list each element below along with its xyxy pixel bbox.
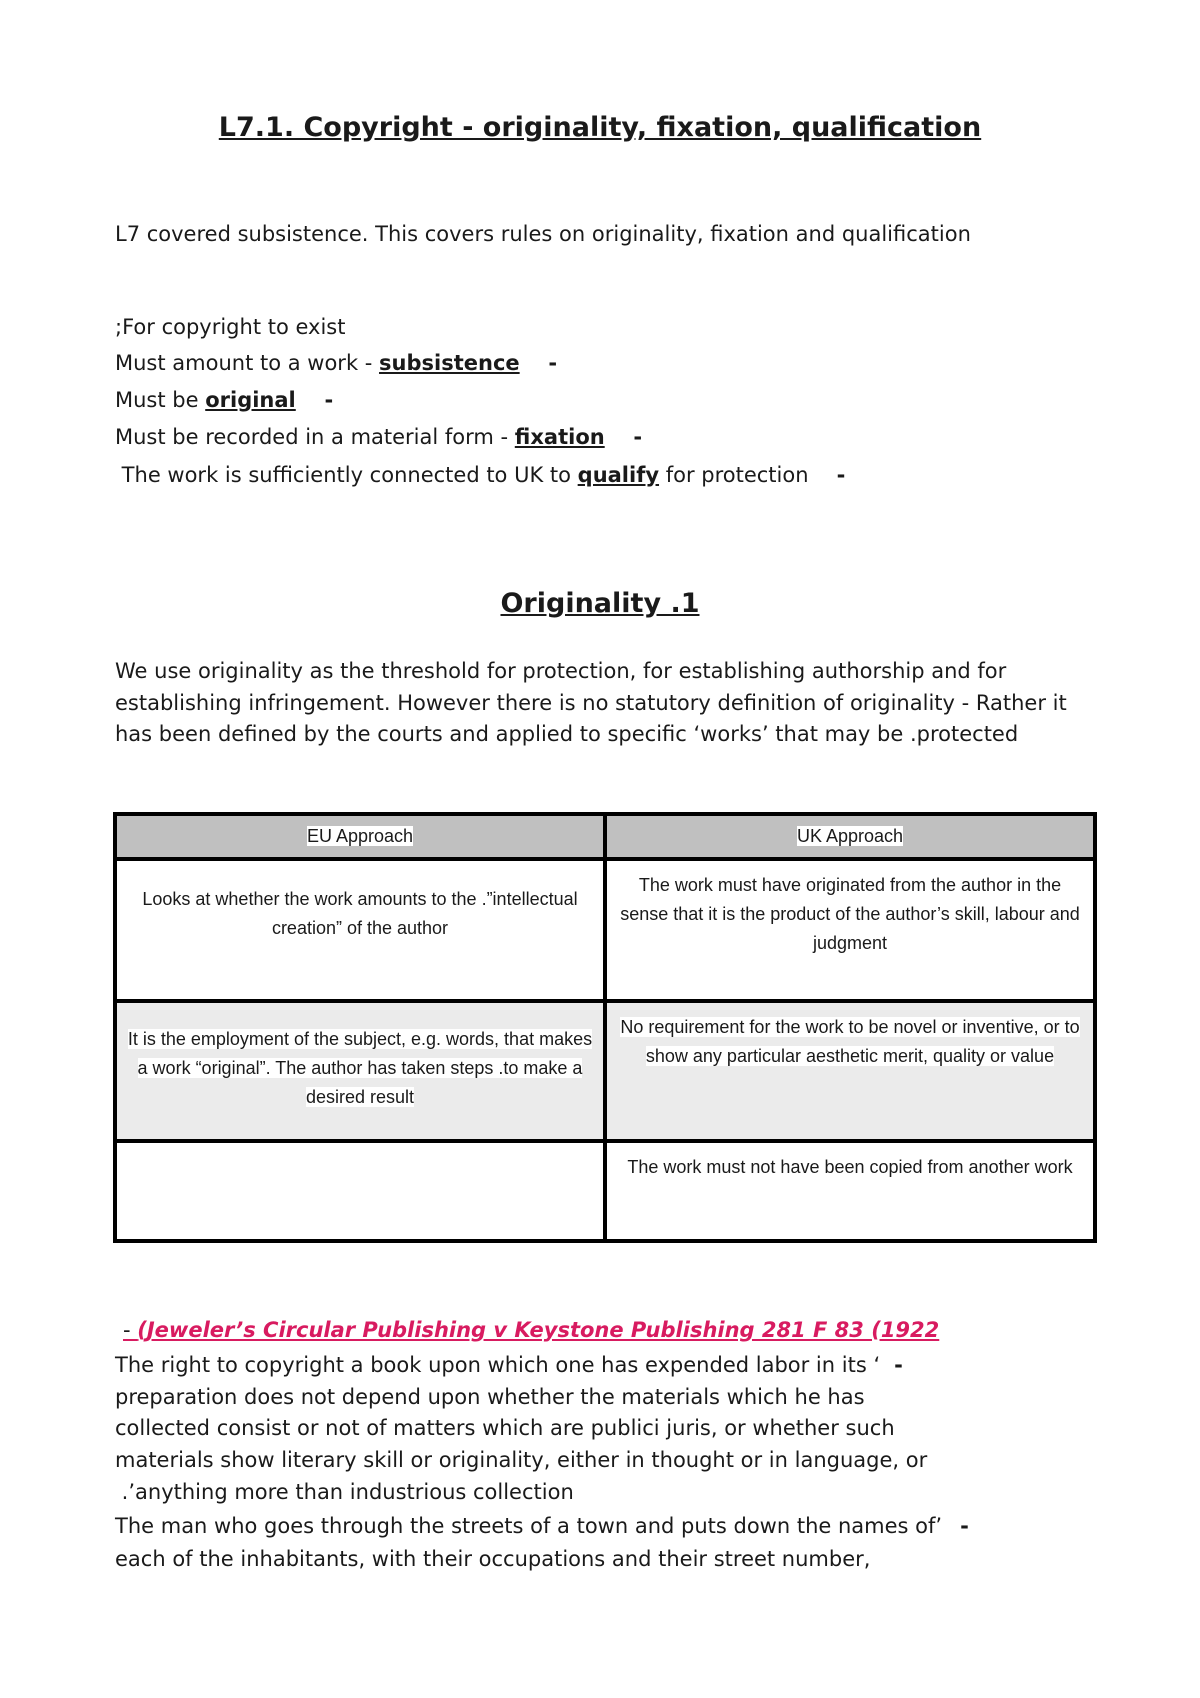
requirement-text: Must be: [115, 388, 206, 412]
requirement-keyword: qualify: [577, 463, 660, 487]
quote-line: each of the inhabitants, with their occupations and their street number,: [115, 1547, 871, 1571]
requirement-keyword: original: [205, 388, 296, 412]
bullet-dash: -: [894, 1353, 903, 1377]
quote-line: collected consist or not of matters which are publici juris, or whether such: [115, 1416, 895, 1440]
table-header-cell: EU Approach: [115, 814, 605, 859]
table-row: [115, 1141, 1095, 1241]
requirement-keyword: fixation: [514, 425, 605, 449]
requirement-original: [115, 388, 333, 412]
case-name: (Jeweler’s Circular Publishing v Keystone Publishing 281 F 83 (1922: [137, 1318, 940, 1342]
section-heading: Originality .1: [500, 588, 700, 619]
section-paragraph: We use originality as the threshold for protection, for establishing authorship and for establishing infringement. However there is no statutory definition of originality - Rather it has been defined by the courts and applied to specific ‘works’ that may be .protected: [115, 659, 1067, 746]
table-cell: Looks at whether the work amounts to the .”intellectual creation” of the author: [115, 859, 605, 1001]
intro-text: L7 covered subsistence. This covers rules on originality, fixation and qualification: [115, 222, 971, 246]
requirement-text: The work is sufficiently connected to UK to: [115, 463, 578, 487]
approach-comparison-table: [113, 812, 1097, 1243]
quote-line: The right to copyright a book upon which one has expended labor in its ‘ -: [115, 1353, 903, 1377]
table-header-row: [115, 814, 1095, 859]
quote-line: preparation does not depend upon whether the materials which he has: [115, 1385, 865, 1409]
case-citation: - (Jeweler’s Circular Publishing v Keystone Publishing 281 F 83 (1922: [123, 1318, 940, 1342]
requirement-text: Must amount to a work -: [115, 351, 380, 375]
requirement-fixation: [115, 425, 642, 449]
requirement-qualify: The work is sufficiently connected to UK to qualify for protection -: [115, 463, 846, 487]
requirements-heading: ;For copyright to exist: [115, 315, 346, 339]
table-cell: No requirement for the work to be novel or inventive, or to show any particular aesthetic merit, quality or value: [605, 1001, 1095, 1141]
table-header-cell: UK Approach: [605, 814, 1095, 859]
table-cell: The work must not have been copied from another work: [605, 1141, 1095, 1241]
requirement-keyword: subsistence: [379, 351, 520, 375]
quote-line: The man who goes through the streets of a town and puts down the names of’ -: [115, 1514, 969, 1538]
requirement-subsistence: [115, 351, 557, 375]
page-title: L7.1. Copyright - originality, fixation, qualification: [218, 112, 982, 143]
quote-line: materials show literary skill or originality, either in thought or in language, or: [115, 1448, 928, 1472]
bullet-dash: -: [633, 425, 643, 449]
bullet-dash: -: [960, 1514, 969, 1538]
table-row: [115, 859, 1095, 1001]
table-row: [115, 1001, 1095, 1141]
table-cell: It is the employment of the subject, e.g. words, that makes a work “original”. The author has taken steps .to make a desired result: [115, 1001, 605, 1141]
table-cell: [115, 1141, 605, 1241]
bullet-dash: -: [836, 463, 846, 487]
quote-line: .’anything more than industrious collection: [115, 1480, 574, 1504]
table-cell: The work must have originated from the author in the sense that it is the product of the author’s skill, labour and judgment: [605, 859, 1095, 1001]
bullet-dash: -: [324, 388, 334, 412]
bullet-dash: -: [548, 351, 558, 375]
requirement-text: Must be recorded in a material form -: [115, 425, 515, 449]
